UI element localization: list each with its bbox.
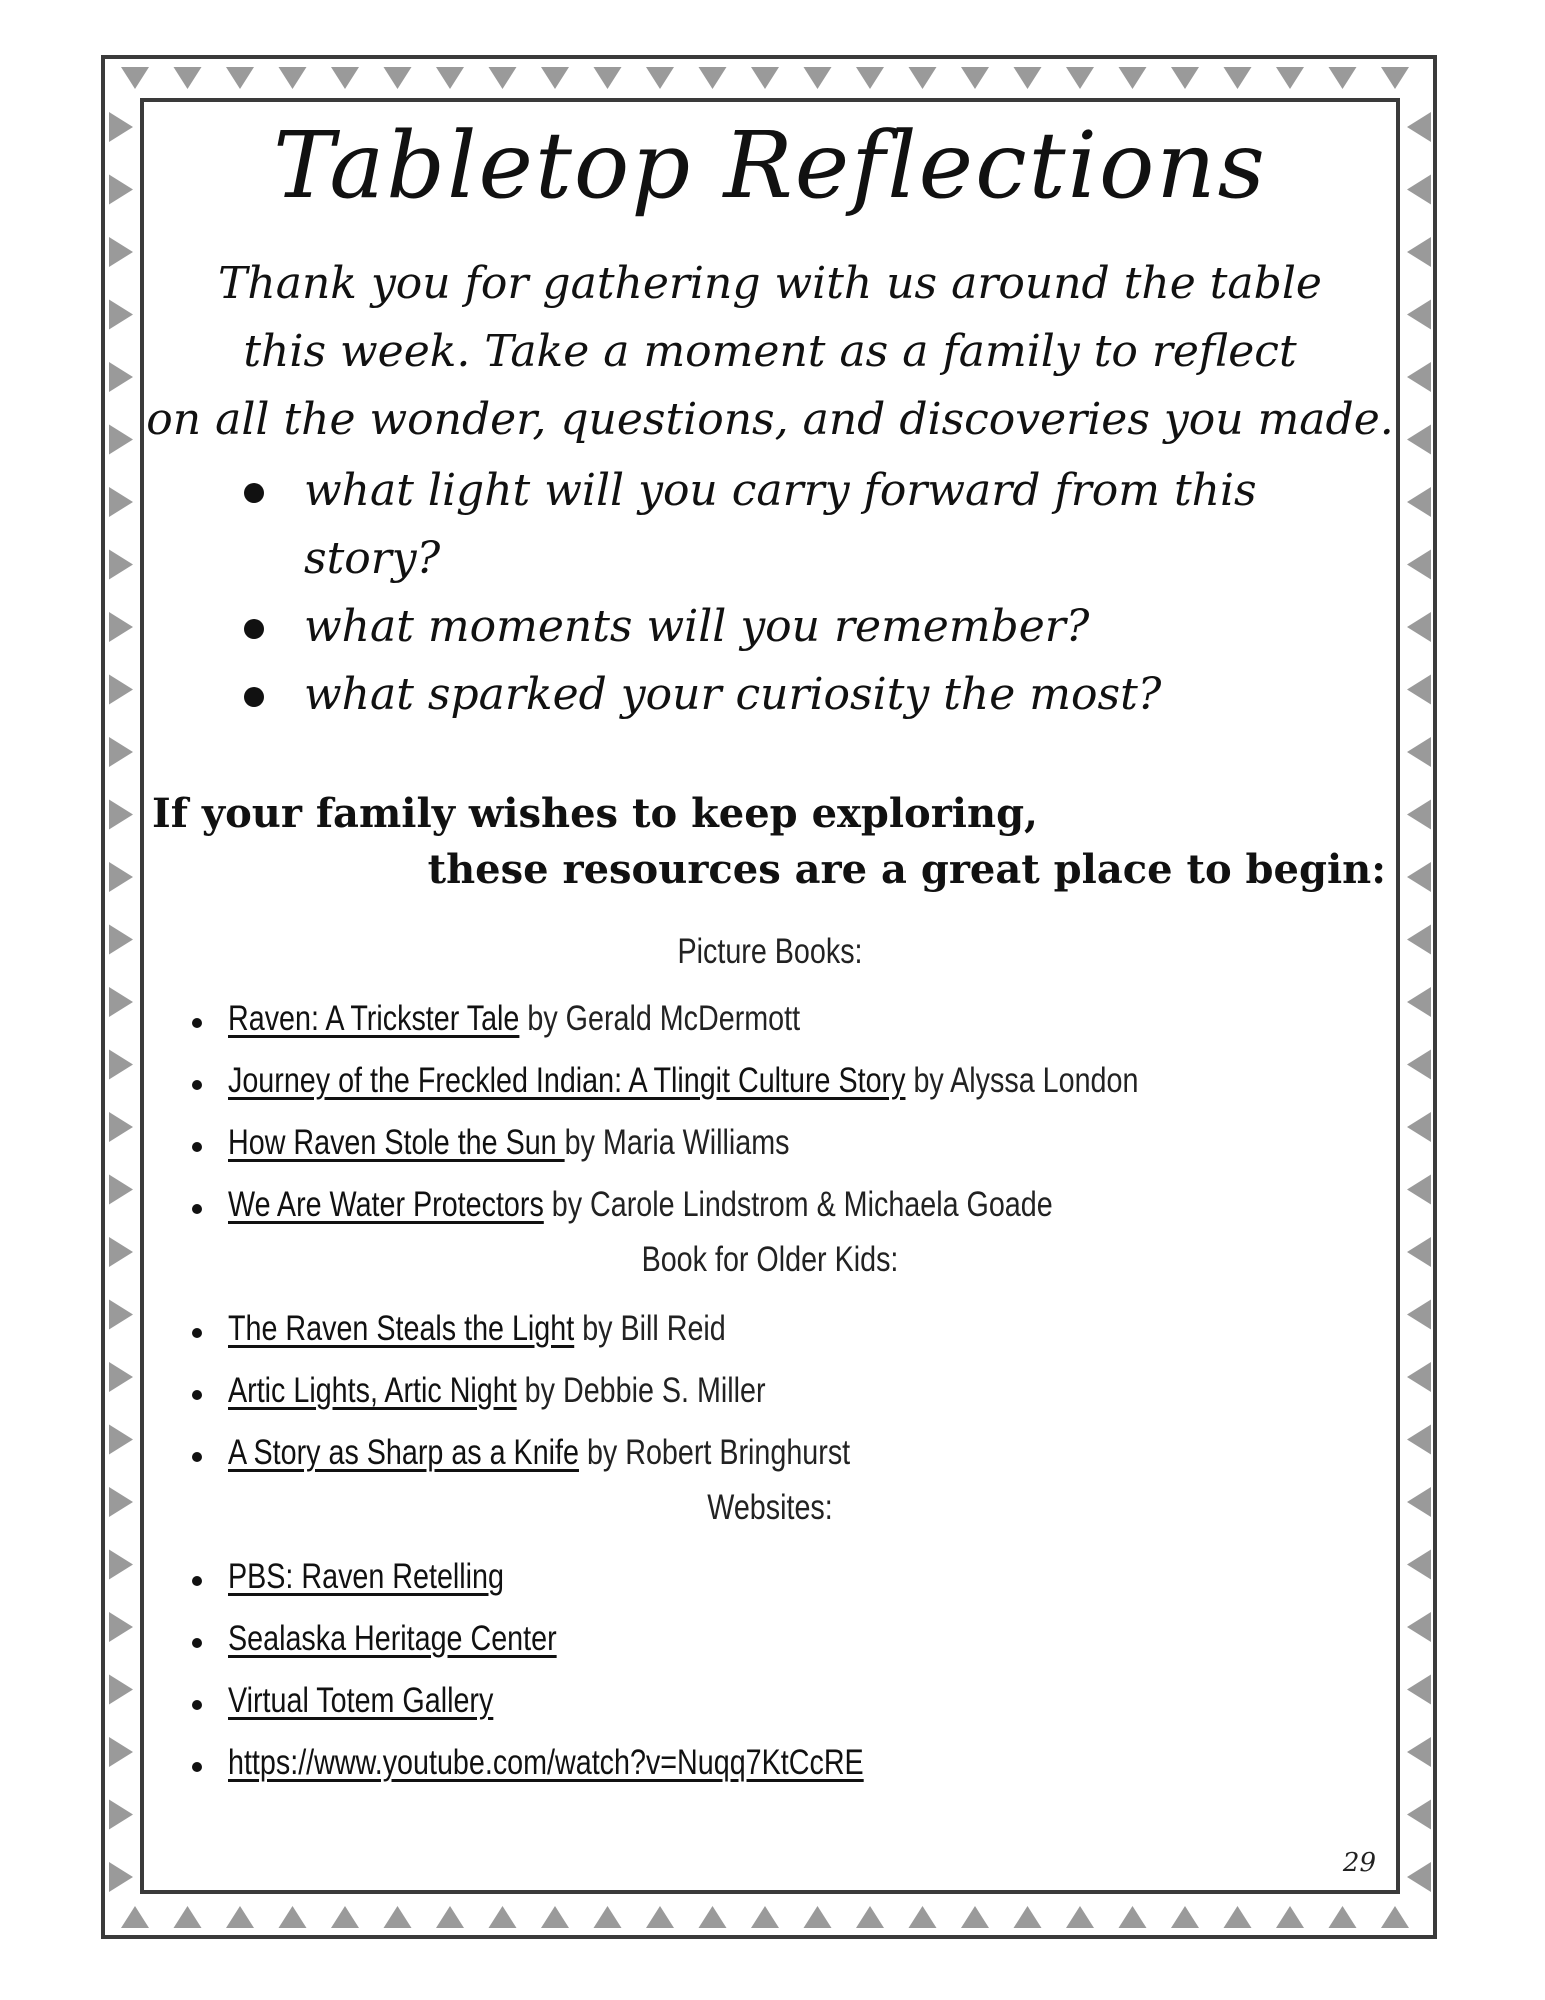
triangle-mark xyxy=(109,1050,133,1080)
book-author: by Bill Reid xyxy=(574,1309,726,1348)
triangle-mark xyxy=(109,1737,133,1767)
triangle-mark xyxy=(1407,1737,1431,1767)
website-link[interactable]: PBS: Raven Retelling xyxy=(228,1557,504,1596)
triangle-mark xyxy=(856,1906,884,1928)
triangle-mark xyxy=(109,1362,133,1392)
triangle-mark xyxy=(1066,67,1094,89)
triangle-mark xyxy=(1407,675,1431,705)
triangle-mark xyxy=(1171,67,1199,89)
triangle-mark xyxy=(279,1906,307,1928)
list-item xyxy=(186,1422,1286,1484)
triangle-mark xyxy=(1119,1906,1147,1928)
triangle-mark xyxy=(1407,175,1431,205)
triangle-mark xyxy=(109,1487,133,1517)
left-triangle-border xyxy=(105,97,139,1897)
intro-paragraph xyxy=(144,250,1396,454)
picture-books-list xyxy=(186,988,1286,1236)
intro-line: Thank you for gathering with us around the table xyxy=(218,258,1322,309)
triangle-mark xyxy=(489,67,517,89)
triangle-mark xyxy=(109,237,133,267)
page-number: 29 xyxy=(1342,1848,1376,1878)
triangle-mark xyxy=(226,1906,254,1928)
triangle-mark xyxy=(1407,1675,1431,1705)
triangle-mark xyxy=(1407,862,1431,892)
triangle-mark xyxy=(109,1300,133,1330)
triangle-mark xyxy=(1014,1906,1042,1928)
triangle-mark xyxy=(1407,550,1431,580)
triangle-mark xyxy=(279,67,307,89)
triangle-mark xyxy=(1407,1487,1431,1517)
triangle-mark xyxy=(909,67,937,89)
intro-line: on all the wonder, questions, and discoveries you made. xyxy=(146,394,1394,445)
triangle-mark xyxy=(174,67,202,89)
intro-line: this week. Take a moment as a family to reflect xyxy=(243,326,1297,377)
websites-heading: Websites: xyxy=(707,1488,833,1527)
older-kids-heading: Book for Older Kids: xyxy=(641,1240,899,1279)
triangle-mark xyxy=(109,112,133,142)
triangle-mark xyxy=(384,1906,412,1928)
triangle-mark xyxy=(109,1675,133,1705)
triangle-mark xyxy=(1407,237,1431,267)
triangle-mark xyxy=(331,67,359,89)
triangle-mark xyxy=(1407,800,1431,830)
triangle-mark xyxy=(646,67,674,89)
book-author: by Robert Bringhurst xyxy=(578,1433,851,1472)
older-kids-list xyxy=(186,1298,1286,1484)
triangle-mark xyxy=(1224,1906,1252,1928)
book-link[interactable]: How Raven Stole the Sun xyxy=(228,1123,565,1162)
triangle-mark xyxy=(594,67,622,89)
triangle-mark xyxy=(1407,112,1431,142)
list-item xyxy=(186,988,1286,1050)
triangle-mark xyxy=(109,800,133,830)
triangle-mark xyxy=(804,67,832,89)
triangle-mark xyxy=(1381,67,1409,89)
triangle-mark xyxy=(109,987,133,1017)
triangle-mark xyxy=(1407,1425,1431,1455)
website-link[interactable]: https://www.youtube.com/watch?v=Nuqq7KtCcRE xyxy=(228,1743,864,1782)
reflection-question: what light will you carry forward from this story? xyxy=(244,457,1294,593)
triangle-mark xyxy=(331,1906,359,1928)
list-item xyxy=(186,1732,1286,1794)
website-link[interactable]: Sealaska Heritage Center xyxy=(228,1619,557,1658)
book-link[interactable]: Raven: A Trickster Tale xyxy=(228,999,520,1038)
triangle-mark xyxy=(109,550,133,580)
triangle-mark xyxy=(384,67,412,89)
triangle-mark xyxy=(1407,612,1431,642)
triangle-mark xyxy=(109,1112,133,1142)
triangle-mark xyxy=(1171,1906,1199,1928)
triangle-mark xyxy=(174,1906,202,1928)
triangle-mark xyxy=(121,1906,149,1928)
book-link[interactable]: The Raven Steals the Light xyxy=(228,1309,575,1348)
triangle-mark xyxy=(1407,1550,1431,1580)
triangle-mark xyxy=(109,300,133,330)
list-item xyxy=(186,1608,1286,1670)
book-link[interactable]: We Are Water Protectors xyxy=(228,1185,544,1224)
triangle-mark xyxy=(1224,67,1252,89)
triangle-mark xyxy=(1276,1906,1304,1928)
triangle-mark xyxy=(751,67,779,89)
triangle-mark xyxy=(109,362,133,392)
triangle-mark xyxy=(109,487,133,517)
triangle-mark xyxy=(1276,67,1304,89)
triangle-mark xyxy=(646,1906,674,1928)
triangle-mark xyxy=(1407,1300,1431,1330)
triangle-mark xyxy=(109,862,133,892)
triangle-mark xyxy=(1407,1050,1431,1080)
triangle-mark xyxy=(1407,1362,1431,1392)
triangle-mark xyxy=(594,1906,622,1928)
book-author: by Gerald McDermott xyxy=(519,999,801,1038)
triangle-mark xyxy=(1407,925,1431,955)
triangle-mark xyxy=(1407,1612,1431,1642)
triangle-mark xyxy=(109,1612,133,1642)
list-item xyxy=(186,1360,1286,1422)
triangle-mark xyxy=(436,67,464,89)
triangle-mark xyxy=(1407,362,1431,392)
book-link[interactable]: A Story as Sharp as a Knife xyxy=(228,1433,579,1472)
reflection-question: what sparked your curiosity the most? xyxy=(244,661,1294,729)
picture-books-heading: Picture Books: xyxy=(677,932,863,971)
triangle-mark xyxy=(109,737,133,767)
triangle-mark xyxy=(541,1906,569,1928)
triangle-mark xyxy=(1329,1906,1357,1928)
triangle-mark xyxy=(1066,1906,1094,1928)
triangle-mark xyxy=(1407,737,1431,767)
triangle-mark xyxy=(489,1906,517,1928)
triangle-mark xyxy=(1407,1862,1431,1892)
triangle-mark xyxy=(109,1800,133,1830)
triangle-mark xyxy=(1407,1175,1431,1205)
book-author: by Maria Williams xyxy=(564,1123,790,1162)
triangle-mark xyxy=(1407,487,1431,517)
triangle-mark xyxy=(1329,67,1357,89)
triangle-mark xyxy=(1407,987,1431,1017)
book-author: by Carole Lindstrom & Michaela Goade xyxy=(543,1185,1053,1224)
website-link[interactable]: Virtual Totem Gallery xyxy=(228,1681,494,1720)
explore-line-2: these resources are a great place to begin: xyxy=(427,846,1386,893)
triangle-mark xyxy=(109,1862,133,1892)
triangle-mark xyxy=(1407,1237,1431,1267)
triangle-mark xyxy=(109,675,133,705)
right-triangle-border xyxy=(1402,97,1435,1897)
triangle-mark xyxy=(109,612,133,642)
list-item xyxy=(186,1112,1286,1174)
triangle-mark xyxy=(1407,300,1431,330)
bottom-triangle-border xyxy=(105,1896,1433,1936)
triangle-mark xyxy=(804,1906,832,1928)
triangle-mark xyxy=(436,1906,464,1928)
triangle-mark xyxy=(1407,1800,1431,1830)
triangle-mark xyxy=(699,1906,727,1928)
list-item xyxy=(186,1670,1286,1732)
page-title: Tabletop Reflections xyxy=(273,112,1267,219)
explore-line-1: If your family wishes to keep exploring, xyxy=(152,790,1038,837)
reflection-questions xyxy=(244,457,1294,729)
triangle-mark xyxy=(1119,67,1147,89)
triangle-mark xyxy=(856,67,884,89)
book-author: by Alyssa London xyxy=(905,1061,1139,1100)
triangle-mark xyxy=(109,175,133,205)
triangle-mark xyxy=(226,67,254,89)
triangle-mark xyxy=(121,67,149,89)
triangle-mark xyxy=(1014,67,1042,89)
page-content xyxy=(144,102,1396,1890)
triangle-mark xyxy=(1407,1112,1431,1142)
list-item xyxy=(186,1546,1286,1608)
list-item xyxy=(186,1298,1286,1360)
websites-list xyxy=(186,1546,1286,1794)
triangle-mark xyxy=(109,925,133,955)
triangle-mark xyxy=(961,67,989,89)
list-item xyxy=(186,1050,1286,1112)
triangle-mark xyxy=(961,1906,989,1928)
book-link[interactable]: Artic Lights, Artic Night xyxy=(228,1371,517,1410)
book-author: by Debbie S. Miller xyxy=(516,1371,766,1410)
triangle-mark xyxy=(1381,1906,1409,1928)
triangle-mark xyxy=(699,67,727,89)
triangle-mark xyxy=(109,1550,133,1580)
reflection-question: what moments will you remember? xyxy=(244,593,1294,661)
triangle-mark xyxy=(109,425,133,455)
triangle-mark xyxy=(109,1237,133,1267)
triangle-mark xyxy=(909,1906,937,1928)
triangle-mark xyxy=(1407,425,1431,455)
top-triangle-border xyxy=(105,59,1433,97)
triangle-mark xyxy=(109,1425,133,1455)
triangle-mark xyxy=(541,67,569,89)
list-item xyxy=(186,1174,1286,1236)
triangle-mark xyxy=(751,1906,779,1928)
book-link[interactable]: Journey of the Freckled Indian: A Tlingit Culture Story xyxy=(228,1061,906,1100)
triangle-mark xyxy=(109,1175,133,1205)
